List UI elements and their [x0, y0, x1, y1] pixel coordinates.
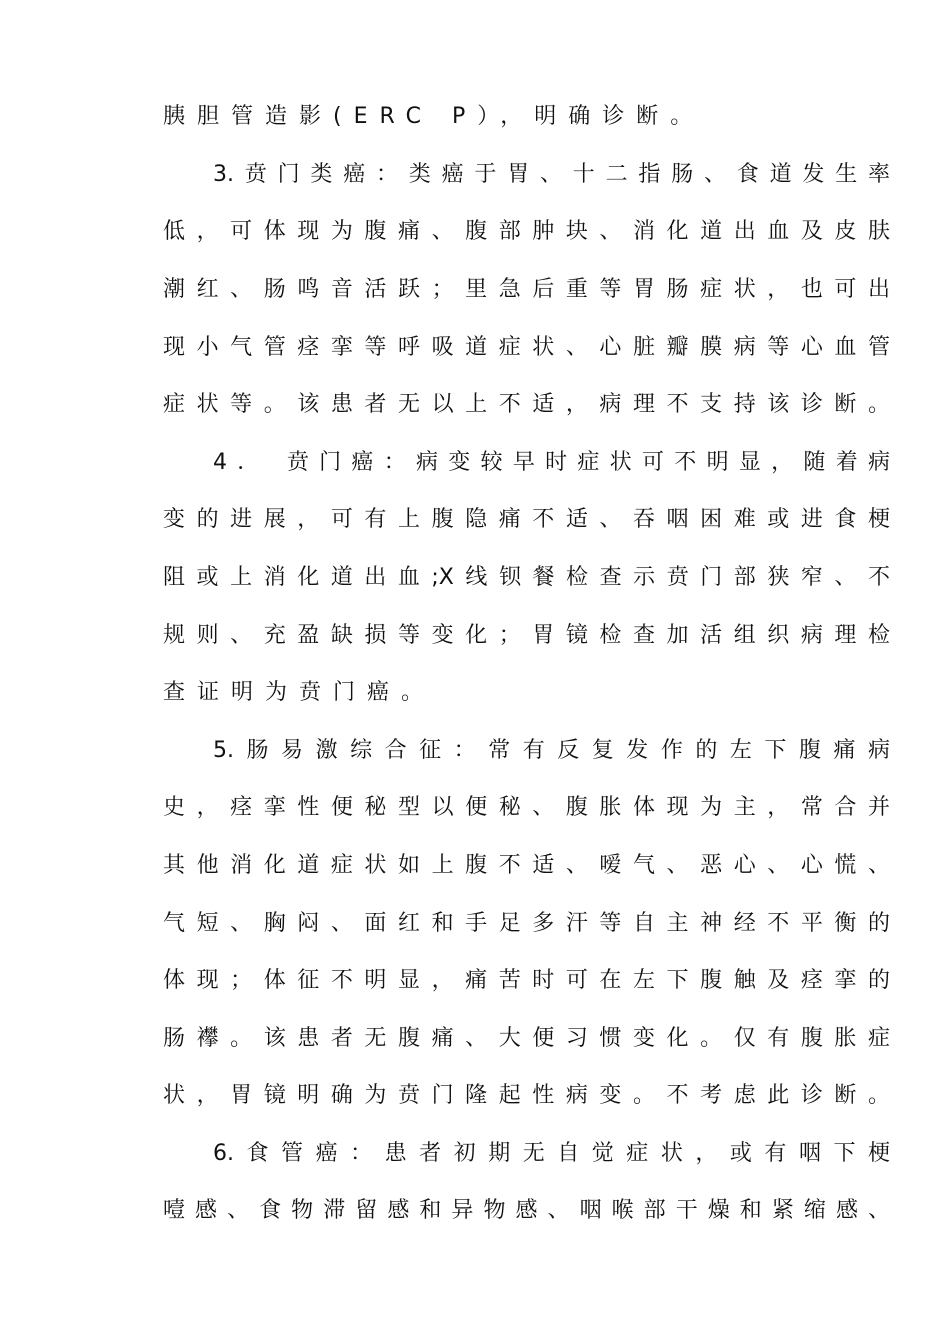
text-line: 状，胃镜明确为贲门隆起性病变。不考虑此诊断。 [163, 1083, 890, 1108]
text-line: 现小气管痉挛等呼吸道症状、心脏瓣膜病等心血管 [163, 335, 890, 360]
text-line: 体现；体征不明显，痛苦时可在左下腹触及痉挛的 [163, 968, 890, 993]
text-line: 阻或上消化道出血;X线钡餐检查示贲门部狭窄、不 [163, 565, 890, 590]
paragraph-3-start: 3.贲门类癌：类癌于胃、十二指肠、食道发生率 [213, 162, 890, 187]
text-line: 低，可体现为腹痛、腹部肿块、消化道出血及皮肤 [163, 219, 890, 244]
text-line: 史，痉挛性便秘型以便秘、腹胀体现为主，常合并 [163, 795, 890, 820]
text-line: 规则、充盈缺损等变化；胃镜检查加活组织病理检 [163, 623, 890, 648]
paragraph-4-start: 4． 贲门癌：病变较早时症状可不明显，随着病 [213, 450, 890, 475]
text-line: 肠襻。该患者无腹痛、大便习惯变化。仅有腹胀症 [163, 1026, 890, 1051]
text-line: 其他消化道症状如上腹不适、嗳气、恶心、心慌、 [163, 853, 890, 878]
text-line: 胰胆管造影(ERC P），明确诊断。 [163, 104, 705, 129]
text-line: 症状等。该患者无以上不适，病理不支持该诊断。 [163, 392, 890, 417]
paragraph-6-start: 6.食管癌：患者初期无自觉症状，或有咽下梗 [213, 1141, 890, 1166]
text-line: 潮红、肠鸣音活跃；里急后重等胃肠症状，也可出 [163, 277, 890, 302]
text-line: 气短、胸闷、面红和手足多汗等自主神经不平衡的 [163, 911, 890, 936]
text-line: 变的进展，可有上腹隐痛不适、吞咽困难或进食梗 [163, 507, 890, 532]
paragraph-5-start: 5.肠易激综合征：常有反复发作的左下腹痛病 [213, 738, 890, 763]
text-line: 噎感、食物滞留感和异物感、咽喉部干燥和紧缩感、 [163, 1198, 890, 1223]
text-line: 查证明为贲门癌。 [163, 680, 436, 705]
